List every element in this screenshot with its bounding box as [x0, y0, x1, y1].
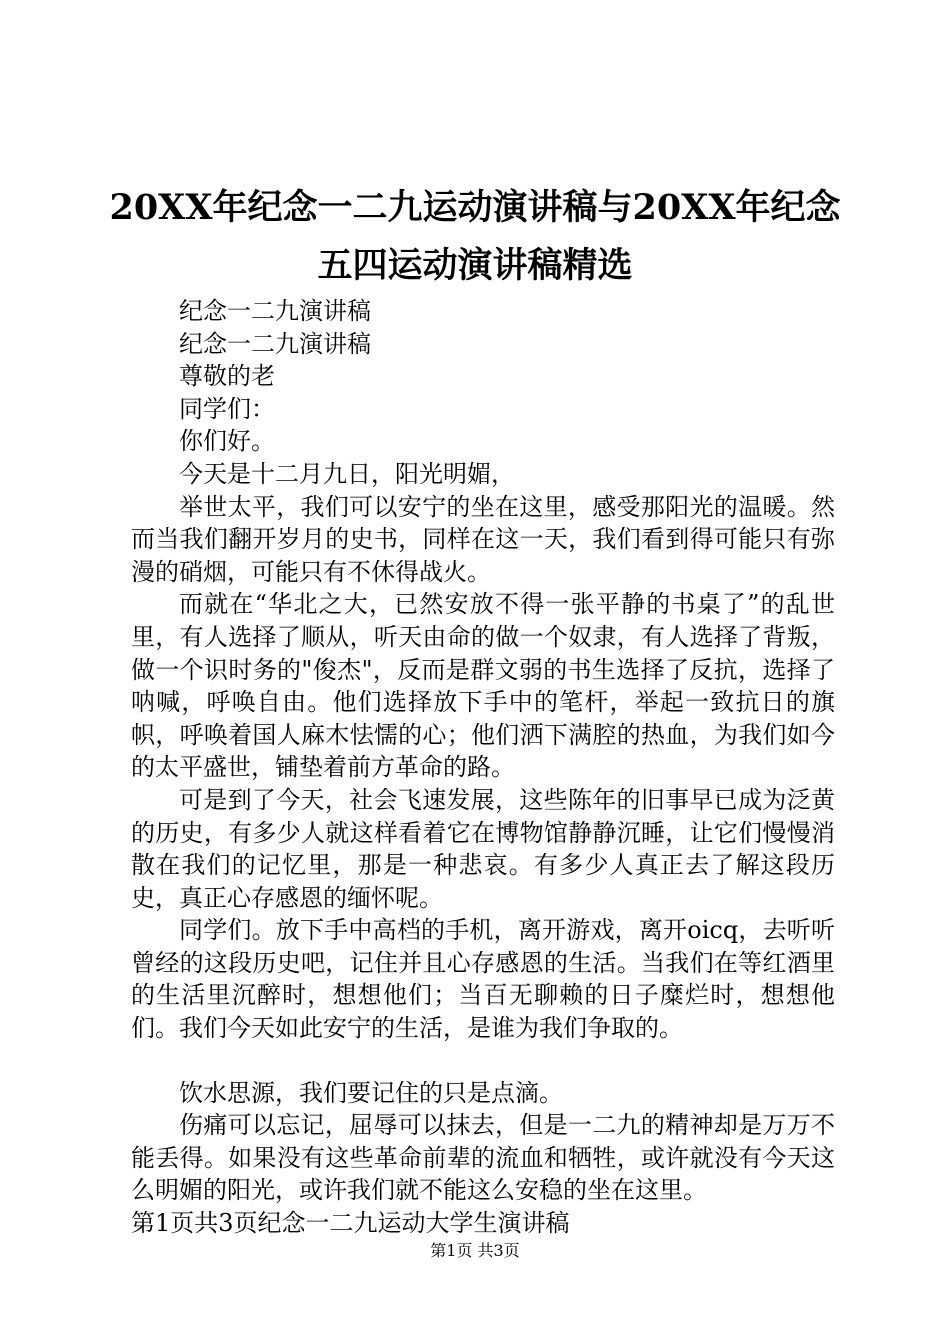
- page-footer: 第1页 共3页: [430, 1241, 520, 1260]
- document-body: [131, 295, 835, 1240]
- paragraph: 同学们。放下手中高档的手机，离开游戏，离开oicq，去听听曾经的这段历史吧，记住并且心存感恩的生活。当我们在等红酒里的生活里沉醉时，想想他们；当百无聊赖的日子糜烂时，想想他们。我们今天如此安宁的生活，是谁为我们争取的。: [131, 916, 835, 1043]
- paragraph: 尊敬的老: [179, 362, 275, 391]
- paragraph: 可是到了今天，社会飞速发展，这些陈年的旧事早已成为泛黄的历史，有多少人就这样看着它在博物馆静静沉睡，让它们慢慢消散在我们的记忆里，那是一种悲哀。有多少人真正去了解这段历史，真正心存感恩的缅怀呢。: [131, 785, 835, 912]
- paragraph: 饮水思源，我们要记住的只是点滴。: [179, 1078, 563, 1107]
- paragraph: 伤痛可以忘记，屈辱可以抹去，但是一二九的精神却是万万不能丢得。如果没有这些革命前辈的流血和牺牲，或许就没有今天这么明媚的阳光，或许我们就不能这么安稳的坐在这里。: [131, 1111, 835, 1205]
- paragraph: 纪念一二九演讲稿: [179, 329, 371, 358]
- document-title-line-1: 20XX年纪念一二九运动演讲稿与20XX年纪念: [109, 187, 841, 228]
- paragraph: 同学们：: [179, 394, 275, 423]
- paragraph: 第1页共3页纪念一二九运动大学生演讲稿: [131, 1209, 570, 1238]
- paragraph: 纪念一二九演讲稿: [179, 297, 371, 325]
- paragraph: 今天是十二月九日，阳光明媚，: [179, 459, 515, 488]
- paragraph: 举世太平，我们可以安宁的坐在这里，感受那阳光的温暖。然而当我们翻开岁月的史书，同样在这一天，我们看到得可能只有弥漫的硝烟，可能只有不休得战火。: [131, 492, 835, 586]
- document-title-line-2: 五四运动演讲稿精选: [317, 245, 633, 286]
- paragraph: 而就在“华北之大，已然安放不得一张平静的书桌了”的乱世里，有人选择了顺从，听天由命的做一个奴隶，有人选择了背叛，做一个识时务的"俊杰"，反而是群文弱的书生选择了反抗，选择了呐喊，呼唤自由。他们选择放下手中的笔杆，举起一致抗日的旗帜，呼唤着国人麻木怯懦的心；他们洒下满腔的热血，为我们如今的太平盛世，铺垫着前方革命的路。: [131, 590, 835, 782]
- paragraph: 你们好。: [179, 427, 275, 456]
